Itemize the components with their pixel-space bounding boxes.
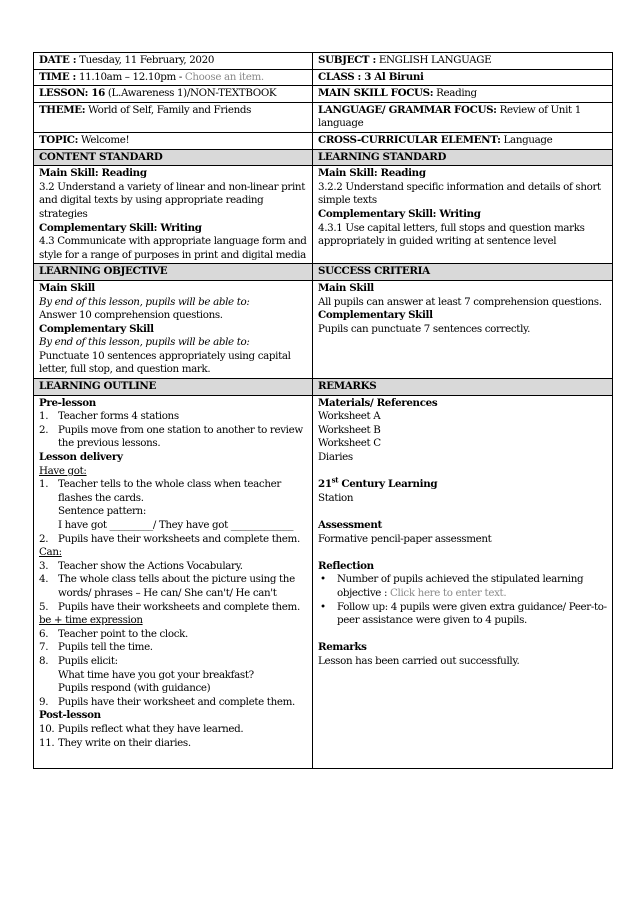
objective-main-intro: By end of this lesson, pupils will be able to: <box>39 295 250 308</box>
list-item <box>39 641 307 655</box>
learning-standard-header: LEARNING STANDARD <box>313 149 613 166</box>
lesson-value: (L.Awareness 1)/NON-TEXTBOOK <box>104 87 277 100</box>
success-criteria-header: SUCCESS CRITERIA <box>313 264 613 281</box>
lesson-plan-table <box>33 52 613 769</box>
remarks-header: REMARKS <box>313 379 613 396</box>
success-criteria-cell <box>313 280 613 378</box>
step-number: 2. <box>39 423 49 436</box>
century-learning-value: Station <box>318 491 354 504</box>
theme-cell <box>34 102 313 132</box>
lesson-cell <box>34 86 313 103</box>
topic-value: Welcome! <box>78 133 130 146</box>
criteria-main-text: All pupils can answer at least 7 comprehension questions. <box>318 295 602 308</box>
lesson-label: LESSON: 16 <box>39 87 105 100</box>
step-number: 9. <box>39 695 49 708</box>
step-text: Pupils reflect what they have learned. <box>58 722 244 735</box>
spacer <box>318 546 607 560</box>
list-item <box>39 478 307 505</box>
century-superscript: st <box>331 475 339 485</box>
step-text: Pupils move from one station to another to review the previous lessons. <box>58 423 303 450</box>
list-item <box>318 601 607 628</box>
century-title-text: Century Learning <box>338 478 438 491</box>
step-text: Pupils tell the time. <box>58 641 153 654</box>
reflection-title: Reflection <box>318 559 374 572</box>
list-item <box>39 573 307 600</box>
grammar-label: LANGUAGE/ GRAMMAR FOCUS: <box>318 103 497 116</box>
have-got-steps-2 <box>39 533 307 547</box>
assessment-value: Formative pencil-paper assessment <box>318 532 492 545</box>
date-value: Tuesday, 11 February, 2020 <box>76 54 215 66</box>
remarks-value: Lesson has been carried out successfully. <box>318 654 520 667</box>
step-number: 6. <box>39 627 49 640</box>
cross-label: CROSS-CURRICULAR ELEMENT: <box>318 133 501 146</box>
materials-title: Materials/ References <box>318 396 438 409</box>
date-cell <box>34 53 313 70</box>
learning-standard-cell <box>313 166 613 264</box>
list-item <box>39 601 307 615</box>
date-row <box>34 53 613 70</box>
reflection-text: Follow up: 4 pupils were given extra guidance/ Peer-to-peer assistance were given to 4 pupils. <box>337 600 607 627</box>
spacer <box>318 465 607 479</box>
step-text: They write on their diaries. <box>58 736 191 749</box>
list-item <box>39 533 307 547</box>
elicit-question: What time have you got your breakfast? <box>58 668 254 681</box>
step-number: 2. <box>39 532 49 545</box>
step-text: Teacher tells to the whole class when teacher flashes the cards. <box>58 478 281 504</box>
topic-cell <box>34 132 313 149</box>
learning-comp-text: 4.3.1 Use capital letters, full stops and question marks appropriately in guided writing at sentence level <box>318 221 585 248</box>
outline-header-row <box>34 379 613 396</box>
class-label: CLASS : 3 Al Biruni <box>318 70 424 83</box>
step-text: Teacher forms 4 stations <box>58 410 179 423</box>
content-main-text: 3.2 Understand a variety of linear and non-linear print and digital texts by using appropriate reading strategies <box>39 180 306 220</box>
bullet-icon: • <box>320 600 326 613</box>
learning-outline-header: LEARNING OUTLINE <box>34 379 313 396</box>
step-text: Pupils have their worksheets and complete them. <box>58 600 300 613</box>
step-number: 4. <box>39 573 49 586</box>
time-steps-2 <box>39 696 307 710</box>
cross-cell <box>313 132 613 149</box>
pattern-label: Sentence pattern: <box>58 505 146 518</box>
topic-label: TOPIC: <box>39 133 79 146</box>
pre-lesson-steps <box>39 410 307 451</box>
time-label: TIME : <box>39 70 77 83</box>
spacer <box>318 505 607 519</box>
century-learning-title <box>318 475 438 491</box>
time-cell <box>34 69 313 86</box>
class-cell <box>313 69 613 86</box>
criteria-comp-title: Complementary Skill <box>318 309 433 322</box>
grammar-value: Review of Unit 1 language <box>318 103 581 130</box>
subject-value: ENGLISH LANGUAGE <box>375 54 492 66</box>
reflection-list <box>318 573 607 627</box>
objective-comp-text: Punctuate 10 sentences appropriately using capital letter, full stop, and question mark. <box>39 349 291 376</box>
reflection-text-field[interactable]: Click here to enter text. <box>390 586 507 599</box>
step-number: 11. <box>39 736 55 749</box>
post-lesson-steps <box>39 723 307 750</box>
theme-row <box>34 102 613 132</box>
step-number: 8. <box>39 654 49 667</box>
list-item <box>39 655 307 669</box>
have-got-label: Have got: <box>39 464 87 477</box>
learning-comp-title: Complementary Skill: Writing <box>318 207 481 220</box>
lesson-delivery-title: Lesson delivery <box>39 451 123 464</box>
criteria-main-title: Main Skill <box>318 281 374 294</box>
time-steps <box>39 628 307 669</box>
step-number: 10. <box>39 722 55 735</box>
step-number: 3. <box>39 559 49 572</box>
step-number: 1. <box>39 410 49 423</box>
step-text: Pupils have their worksheet and complete them. <box>58 695 295 708</box>
learning-main-text: 3.2.2 Understand specific information and details of short simple texts <box>318 180 601 207</box>
time-row <box>34 69 613 86</box>
skill-focus-label: MAIN SKILL FOCUS: <box>318 87 434 100</box>
have-got-steps <box>39 478 307 505</box>
time-expression-label: be + time expression <box>39 614 143 627</box>
elicit-response: Pupils respond (with guidance) <box>58 682 211 695</box>
list-item <box>39 723 307 737</box>
learning-objective-header: LEARNING OBJECTIVE <box>34 264 313 281</box>
time-value: 11.10am – 12.10pm - <box>76 70 185 83</box>
learning-outline-cell <box>34 395 313 768</box>
bullet-icon: • <box>320 573 326 586</box>
material-item: Diaries <box>318 451 353 464</box>
spacer <box>318 628 607 642</box>
list-item <box>318 573 607 600</box>
post-lesson-title: Post-lesson <box>39 709 101 722</box>
objective-comp-title: Complementary Skill <box>39 322 154 335</box>
content-comp-title: Complementary Skill: Writing <box>39 221 202 234</box>
step-text: Teacher point to the clock. <box>58 627 188 640</box>
step-number: 5. <box>39 600 49 613</box>
topic-row <box>34 132 613 149</box>
pattern-text: I have got _________/ They have got _____________ <box>58 519 294 531</box>
step-text: The whole class tells about the picture using the words/ phrases – He can/ She can't/ He can't <box>58 573 295 599</box>
date-label: DATE : <box>39 54 77 66</box>
lesson-row <box>34 86 613 103</box>
theme-label: THEME: <box>39 103 86 116</box>
outline-row <box>34 395 613 768</box>
material-item: Worksheet B <box>318 423 381 436</box>
objective-main-text: Answer 10 comprehension questions. <box>39 309 223 322</box>
list-item <box>39 410 307 424</box>
cross-value: Language <box>500 133 553 146</box>
list-item <box>39 424 307 451</box>
standards-row <box>34 166 613 264</box>
subject-label: SUBJECT : <box>318 54 376 66</box>
assessment-title: Assessment <box>318 519 382 531</box>
learning-main-title: Main Skill: Reading <box>318 167 426 180</box>
theme-value: World of Self, Family and Friends <box>85 103 252 116</box>
time-choose-dropdown[interactable]: Choose an item. <box>184 70 264 83</box>
pre-lesson-title: Pre-lesson <box>39 396 96 409</box>
skill-focus-cell <box>313 86 613 103</box>
criteria-comp-text: Pupils can punctuate 7 sentences correctly. <box>318 322 531 335</box>
step-text: Pupils have their worksheets and complete them. <box>58 532 300 545</box>
material-item: Worksheet C <box>318 437 381 450</box>
skill-focus-value: Reading <box>433 87 477 100</box>
list-item <box>39 696 307 710</box>
list-item <box>39 737 307 751</box>
step-text: Teacher show the Actions Vocabulary. <box>58 559 243 572</box>
subject-cell <box>313 53 613 70</box>
objectives-row <box>34 280 613 378</box>
step-number: 7. <box>39 641 49 654</box>
list-item <box>39 560 307 574</box>
material-item: Worksheet A <box>318 410 381 423</box>
standards-header-row <box>34 149 613 166</box>
century-number: 21 <box>318 478 332 491</box>
content-main-title: Main Skill: Reading <box>39 167 147 180</box>
list-item <box>39 628 307 642</box>
objective-comp-intro: By end of this lesson, pupils will be able to: <box>39 336 250 349</box>
can-steps <box>39 560 307 614</box>
step-text: Pupils elicit: <box>58 654 118 667</box>
content-standard-cell <box>34 166 313 264</box>
content-standard-header: CONTENT STANDARD <box>34 149 313 166</box>
remarks-cell <box>313 395 613 768</box>
reflection-text: Number of pupils achieved the stipulated learning objective : <box>337 573 584 599</box>
objectives-header-row <box>34 264 613 281</box>
objective-main-title: Main Skill <box>39 281 95 294</box>
remarks-title: Remarks <box>318 641 367 654</box>
step-number: 1. <box>39 478 49 491</box>
content-comp-text: 4.3 Communicate with appropriate language form and style for a range of purposes in print and digital media <box>39 235 307 261</box>
can-label: Can: <box>39 546 62 559</box>
grammar-cell <box>313 102 613 132</box>
learning-objective-cell <box>34 280 313 378</box>
